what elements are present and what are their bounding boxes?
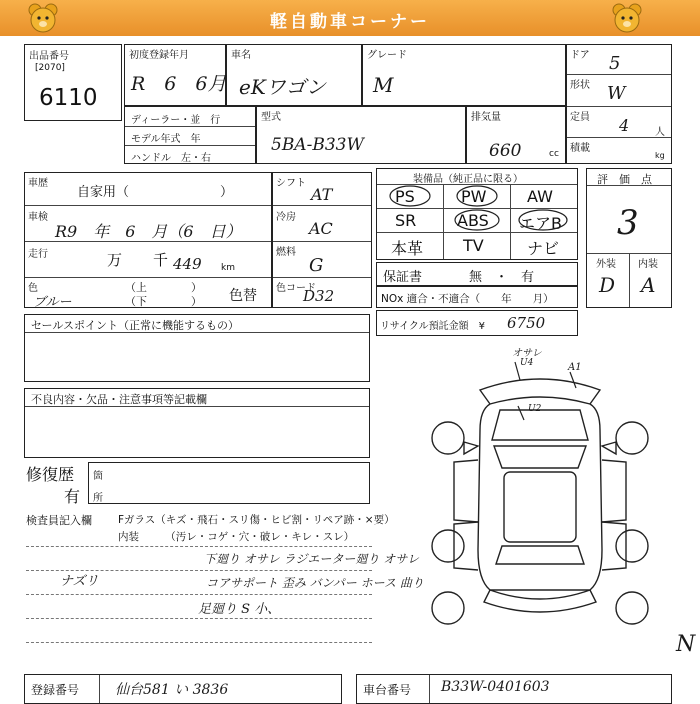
capacity-unit: 人: [655, 127, 665, 138]
color-code-label: 色コード: [276, 283, 316, 294]
equipment-item: ABS: [457, 211, 489, 230]
equipment-box: [376, 168, 578, 260]
ac-label: 冷房: [276, 212, 296, 223]
inspector-label: 検査員記入欄: [26, 514, 92, 527]
equipment-item: PS: [395, 187, 415, 206]
repair-value: 有: [64, 487, 81, 506]
history-value: 自家用（ ）: [77, 185, 234, 200]
inspector-note-3: 足廻り S 小、: [198, 602, 281, 617]
capacity-value: 4: [619, 116, 630, 135]
displacement-value: 660: [489, 141, 522, 161]
diagram-note-top: オサレ: [512, 348, 542, 359]
equipment-label: 装備品（純正品に限る）: [413, 174, 523, 185]
warranty-value: 無 ・ 有: [469, 270, 535, 285]
nox-box: [376, 286, 578, 308]
shape-label: 形状: [570, 80, 590, 91]
recycle-label: リサイクル預託金額 ¥: [380, 321, 485, 332]
inspector-note-left: ナズリ: [60, 574, 99, 589]
inspection-label: 車検: [28, 212, 48, 223]
color-swap: 色替: [229, 288, 257, 304]
mileage-value: 449: [173, 255, 202, 273]
lot-box: [24, 44, 122, 121]
car-damage-diagram: [420, 350, 660, 650]
equipment-item: ナビ: [527, 239, 560, 258]
repair-place-1: 箇: [93, 471, 103, 482]
recycle-box: [376, 310, 578, 336]
equipment-item: 本革: [391, 239, 424, 258]
model-code-value: 5BA-B33W: [271, 135, 364, 155]
dealer-label: ディーラー・並 行: [131, 115, 221, 126]
model-code-box: [256, 106, 466, 164]
model-code-label: 型式: [261, 112, 281, 123]
plate-label: 登録番号: [31, 683, 80, 697]
lot-sub: [2070]: [35, 63, 65, 73]
equipment-item: PW: [461, 187, 487, 206]
exterior-label: 外装: [596, 259, 616, 270]
equipment-marks: [377, 184, 577, 259]
sales-point-box: [24, 314, 370, 382]
exterior-value: D: [599, 273, 616, 297]
inspector-note-1: 下廻り オサレ ラジエーター廻り オサレ: [204, 552, 419, 566]
interior-label: 内装: [638, 259, 658, 270]
rating-value: 3: [617, 203, 639, 243]
sales-point-label: セールスポイント（正常に機能するもの）: [31, 319, 240, 332]
inspector-interior: 内装 （汚レ・コゲ・穴・破レ・キレ・スレ）: [118, 531, 355, 543]
mileage-unit: km: [221, 263, 235, 273]
inspection-value: R9 年 6 月（6 日）: [55, 222, 242, 241]
rating-box: [586, 168, 672, 308]
warranty-label: 保証書: [383, 270, 423, 285]
mileage-sen: 千: [153, 251, 169, 269]
diagram-note-top2: U4: [520, 358, 534, 368]
chassis-label: 車台番号: [363, 683, 412, 697]
color-code-value: D32: [303, 287, 335, 305]
grade-label: グレード: [367, 50, 407, 61]
displacement-unit: cc: [549, 149, 559, 159]
color-label: 色: [28, 283, 38, 294]
history-box: [24, 172, 272, 308]
recycle-value: 6750: [507, 314, 546, 332]
equipment-item: SR: [395, 211, 417, 230]
weight-unit: kg: [655, 151, 665, 160]
fuel-value: G: [309, 255, 324, 276]
handle-label: ハンドル 左・右: [131, 153, 211, 164]
equipment-item: エアB: [519, 214, 562, 233]
car-name-label: 車名: [231, 50, 251, 61]
mileage-man: 万: [107, 251, 123, 269]
inspector-glass: Fガラス（キズ・飛石・スリ傷・ヒビ割・リペア跡・×要）: [118, 514, 395, 526]
weight-label: 積載: [570, 143, 590, 154]
equipment-item: AW: [527, 187, 553, 206]
ac-value: AC: [309, 219, 333, 238]
repair-label: 修復歴: [26, 465, 75, 484]
rating-label: 評 価 点: [597, 173, 652, 186]
car-name-box: [226, 44, 362, 106]
registration-label: 初度登録年月: [129, 50, 189, 61]
diagram-note-u2: U2: [528, 404, 542, 414]
nox-label: NOx 適合・不適合（ 年 月）: [381, 293, 554, 305]
repair-places-box: [88, 462, 370, 504]
history-label: 車歴: [28, 178, 48, 189]
header-title: 軽自動車コーナー: [270, 12, 430, 32]
shift-label: シフト: [276, 178, 306, 189]
diagram-note-a1: A1: [568, 362, 582, 373]
displacement-box: [466, 106, 566, 164]
color-down: （下 ）: [125, 295, 202, 308]
defects-label: 不良内容・欠品・注意事項等記載欄: [31, 393, 207, 406]
shift-box: [272, 172, 372, 308]
color-value: ブルー: [33, 295, 72, 310]
inspector-note-2: コアサポート 歪み バンパー ホース 曲り: [206, 576, 424, 590]
displacement-label: 排気量: [471, 112, 501, 123]
doors-label: ドア: [570, 50, 590, 61]
registration-value: R 6 6月: [131, 73, 227, 95]
warranty-box: [376, 262, 578, 286]
color-up: （上 ）: [125, 281, 202, 294]
shift-value: AT: [311, 185, 333, 204]
spec-side-box: [566, 44, 672, 164]
lot-label: 出品番号: [29, 51, 69, 62]
grade-box: [362, 44, 566, 106]
mileage-label: 走行: [28, 249, 48, 260]
plate-value: 仙台581 い 3836: [115, 682, 229, 698]
defects-box: [24, 388, 370, 458]
grade-value: M: [373, 73, 394, 97]
model-year-label: モデル年式 年: [131, 134, 201, 145]
lot-number: 6110: [39, 85, 98, 111]
repair-place-2: 所: [93, 493, 103, 504]
capacity-label: 定員: [570, 112, 590, 123]
registration-box: [124, 44, 226, 106]
equipment-item: TV: [463, 236, 484, 255]
north-label: N: [676, 632, 696, 657]
interior-value: A: [641, 273, 656, 297]
car-name-value: eKワゴン: [239, 75, 326, 99]
doors-value: 5: [609, 53, 621, 74]
fuel-label: 燃料: [276, 247, 296, 258]
shape-value: W: [607, 83, 626, 104]
chassis-value: B33W-0401603: [441, 679, 550, 695]
dealer-box: [124, 106, 256, 164]
